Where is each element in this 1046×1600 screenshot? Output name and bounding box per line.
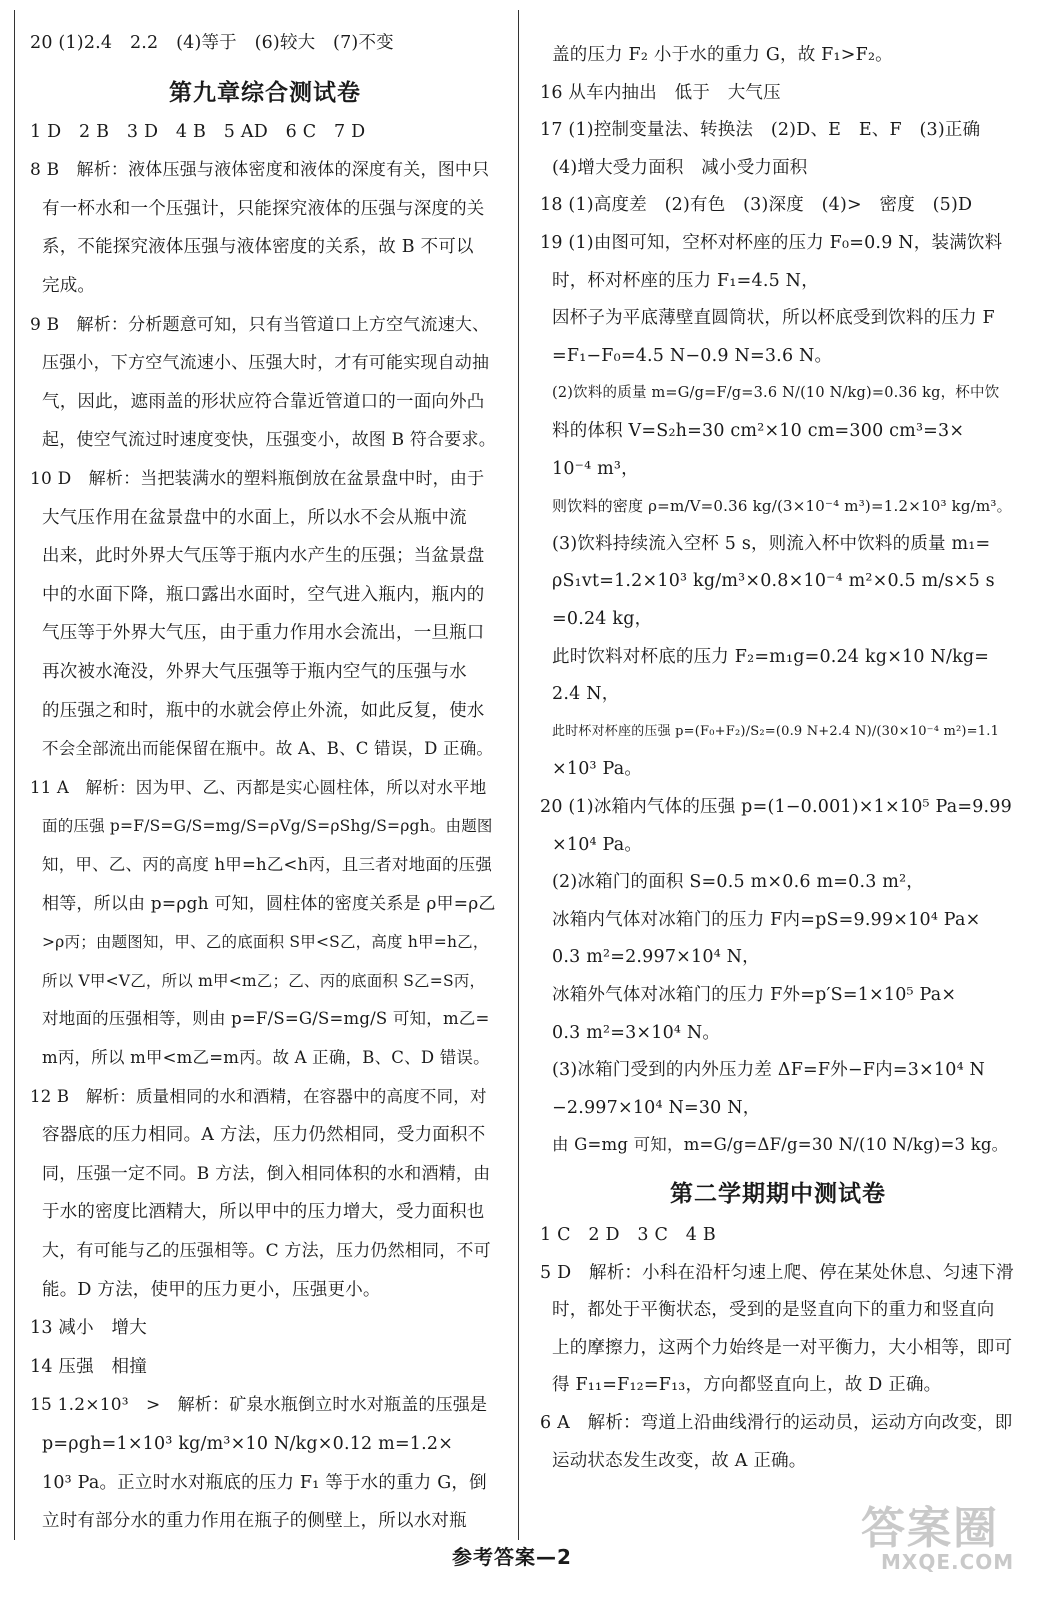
watermark-top: 答案圈 <box>861 1503 999 1554</box>
answer-line: m丙，所以 m甲<m乙=m丙。故 A 正确，B、C、D 错误。 <box>42 1048 490 1067</box>
answer-item: 6 A 解析：弯道上沿曲线滑行的运动员，运动方向改变，即 <box>540 1413 1013 1433</box>
section-title: 第二学期期中测试卷 <box>670 1181 886 1207</box>
answer-line: 容器底的压力相同。A 方法，压力仍然相同，受力面积不 <box>42 1125 486 1146</box>
answer-line: 则饮料的密度 ρ=m/V=0.36 kg/(3×10⁻⁴ m³)=1.2×10³ kg/m³。 <box>552 497 1012 516</box>
answer-line: 再次被水淹没，外界大气压强等于瓶内空气的压强与水 <box>42 662 467 682</box>
answer-item: 18 (1)高度差 (2)有色 (3)深度 (4)> 密度 (5)D <box>540 195 973 216</box>
answer-line: 大气压作用在盆景盘中的水面上，所以水不会从瓶中流 <box>42 507 467 528</box>
answer-line: (3)冰箱门受到的内外压力差 ΔF=F外−F内=3×10⁴ N <box>552 1060 986 1081</box>
answer-line: 气压等于外界大气压，由于重力作用水会流出，一旦瓶口 <box>42 623 485 644</box>
answer-line: =0.24 kg， <box>552 609 653 629</box>
answer-item: 20 (1)2.4 2.2 (4)等于 (6)较大 (7)不变 <box>30 33 394 53</box>
answer-line: 因杯子为平底薄壁直圆筒状，所以杯底受到饮料的压力 F <box>552 308 995 329</box>
answer-line: ×10⁴ Pa。 <box>552 834 643 855</box>
answer-line: 对地面的压强相等，则由 p=F/S=G/S=mg/S 可知，m乙= <box>42 1009 490 1029</box>
answer-line: 10³ Pa。正立时水对瓶底的压力 F₁ 等于水的重力 G，倒 <box>42 1472 487 1493</box>
answer-line: 得 F₁₁=F₁₂=F₁₃，方向都竖直向上，故 D 正确。 <box>552 1375 942 1396</box>
answer-item: 14 压强 相撞 <box>30 1356 147 1377</box>
answer-line: 10⁻⁴ m³， <box>552 458 639 479</box>
answer-line: −2.997×10⁴ N=30 N， <box>552 1097 761 1118</box>
answer-line: 知，甲、乙、丙的高度 h甲=h乙<h丙，且三者对地面的压强 <box>42 855 493 874</box>
answer-item: 17 (1)控制变量法、转换法 (2)D、E E、F (3)正确 <box>540 120 981 141</box>
answer-item: 1 D 2 B 3 D 4 B 5 AD 6 C 7 D <box>30 121 366 142</box>
answer-line: 0.3 m²=2.997×10⁴ N， <box>552 947 760 968</box>
answer-line: 时，都处于平衡状态，受到的是竖直向下的重力和竖直向 <box>552 1300 995 1321</box>
answer-item: 10 D 解析：当把装满水的塑料瓶倒放在盆景盘中时，由于 <box>30 469 485 489</box>
answer-line: 时，杯对杯座的压力 F₁=4.5 N， <box>552 270 819 291</box>
answer-line: =F₁−F₀=4.5 N−0.9 N=3.6 N。 <box>552 345 833 366</box>
answer-item: 16 从车内抽出 低于 大气压 <box>540 82 781 103</box>
answer-line: 所以 V甲<V乙，所以 m甲<m乙；乙、丙的底面积 S乙=S丙， <box>42 971 486 990</box>
answer-line: 同，压强一定不同。B 方法，倒入相同体积的水和酒精，由 <box>42 1163 491 1184</box>
answer-line: 的压强之和时，瓶中的水就会停止外流，如此反复，使水 <box>42 700 485 721</box>
answer-line: (4)增大受力面积 减小受力面积 <box>552 157 808 178</box>
answer-line: 由 G=mg 可知，m=G/g=ΔF/g=30 N/(10 N/kg)=3 kg。 <box>552 1135 1009 1155</box>
answer-item: 15 1.2×10³ > 解析：矿泉水瓶倒立时水对瓶盖的压强是 <box>30 1395 488 1416</box>
answer-line: 2.4 N， <box>552 684 620 705</box>
answer-line: 盖的压力 F₂ 小于水的重力 G，故 F₁>F₂。 <box>552 45 893 65</box>
answer-line: 能。D 方法，使甲的压力更小，压强更小。 <box>42 1279 381 1300</box>
answer-line: 不会全部流出而能保留在瓶中。故 A、B、C 错误，D 正确。 <box>42 739 494 759</box>
answer-item: 13 减小 增大 <box>30 1318 147 1339</box>
column-divider <box>518 10 519 1540</box>
answer-line: 冰箱外气体对冰箱门的压力 F外=p′S=1×10⁵ Pa× <box>552 985 957 1005</box>
answer-line: >ρ丙；由题图知，甲、乙的底面积 S甲<S乙，高度 h甲=h乙， <box>42 933 489 952</box>
answer-line: 中的水面下降，瓶口露出水面时，空气进入瓶内，瓶内的 <box>42 584 485 605</box>
answer-line: 系，不能探究液体压强与液体密度的关系，故 B 不可以 <box>42 237 474 258</box>
answer-item: 5 D 解析：小科在沿杆匀速上爬、停在某处休息、匀速下滑 <box>540 1262 1014 1283</box>
answer-line: 料的体积 V=S₂h=30 cm²×10 cm=300 cm³=3× <box>552 421 965 441</box>
answer-line: 此时杯对杯座的压强 p=(F₀+F₂)/S₂=(0.9 N+2.4 N)/(30×10⁻⁴ m²)=1.1 <box>552 723 1000 739</box>
left-margin-rule <box>14 10 15 1540</box>
page-footer: 参考答案—2 <box>452 1545 572 1569</box>
answer-line: ×10³ Pa。 <box>552 759 643 780</box>
answer-item: 11 A 解析：因为甲、乙、丙都是实心圆柱体，所以对水平地 <box>30 777 487 797</box>
answer-item: 20 (1)冰箱内气体的压强 p=(1−0.001)×1×10⁵ Pa=9.99 <box>540 797 1012 817</box>
answer-item: 9 B 解析：分析题意可知，只有当管道口上方空气流速大、 <box>30 314 490 335</box>
answer-line: 大，有可能与乙的压强相等。C 方法，压力仍然相同，不可 <box>42 1241 491 1261</box>
answer-line: 起，使空气流过时速度变快，压强变小，故图 B 符合要求。 <box>42 430 496 451</box>
section-title: 第九章综合测试卷 <box>169 79 361 106</box>
watermark-bottom: MXQE.COM <box>881 1550 1015 1574</box>
answer-line: 出来，此时外界大气压等于瓶内水产生的压强；当盆景盘 <box>42 546 485 567</box>
answer-line: 上的摩擦力，这两个力始终是一对平衡力，大小相等，即可 <box>552 1337 1013 1358</box>
answer-line: 此时饮料对杯底的压力 F₂=m₁g=0.24 kg×10 N/kg= <box>552 646 990 667</box>
answer-line: 面的压强 p=F/S=G/S=mg/S=ρVg/S=ρShg/S=ρgh。由题图 <box>42 817 493 836</box>
answer-line: 立时有部分水的重力作用在瓶子的侧壁上，所以水对瓶 <box>42 1511 467 1532</box>
answer-line: p=ρgh=1×10³ kg/m³×10 N/kg×0.12 m=1.2× <box>42 1434 454 1454</box>
answer-item: 12 B 解析：质量相同的水和酒精，在容器中的高度不同，对 <box>30 1086 487 1106</box>
answer-line: 运动状态发生改变，故 A 正确。 <box>552 1450 807 1471</box>
answer-item: 8 B 解析：液体压强与液体密度和液体的深度有关，图中只 <box>30 160 490 181</box>
answer-line: (3)饮料持续流入空杯 5 s，则流入杯中饮料的质量 m₁= <box>552 533 991 554</box>
answer-line: 有一杯水和一个压强计，只能探究液体的压强与深度的关 <box>42 198 485 219</box>
answer-line: 于水的密度比酒精大，所以甲中的压力增大，受力面积也 <box>42 1202 485 1223</box>
answer-line: 完成。 <box>42 276 96 296</box>
answer-line: 压强小，下方空气流速小、压强大时，才有可能实现自动抽 <box>42 353 490 374</box>
answer-line: 冰箱内气体对冰箱门的压力 F内=pS=9.99×10⁴ Pa× <box>552 909 981 930</box>
answer-line: 0.3 m²=3×10⁴ N。 <box>552 1022 721 1043</box>
answer-line: ρS₁vt=1.2×10³ kg/m³×0.8×10⁻⁴ m²×0.5 m/s×5 s <box>552 571 995 592</box>
answer-item: 1 C 2 D 3 C 4 B <box>540 1225 716 1245</box>
answer-line: 气，因此，遮雨盖的形状应符合靠近管道口的一面向外凸 <box>42 391 485 412</box>
answer-line: (2)饮料的质量 m=G/g=F/g=3.6 N/(10 N/kg)=0.36 kg，杯中饮 <box>552 385 1000 402</box>
watermark-logo <box>855 1492 1025 1592</box>
answer-item: 19 (1)由图可知，空杯对杯座的压力 F₀=0.9 N，装满饮料 <box>540 233 1003 253</box>
answer-line: 相等，所以由 p=ρgh 可知，圆柱体的密度关系是 ρ甲=ρ乙 <box>42 893 496 914</box>
answer-line: (2)冰箱门的面积 S=0.5 m×0.6 m=0.3 m²， <box>552 872 925 893</box>
